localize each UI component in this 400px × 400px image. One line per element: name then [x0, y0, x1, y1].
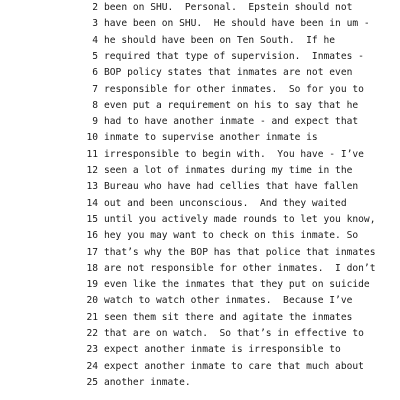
transcript-line	[0, 342, 400, 358]
line-text: he should have been on Ten South. If he	[104, 34, 336, 46]
line-number: 18	[86, 262, 98, 274]
line-text: hey you may want to check on this inmate. So	[104, 230, 359, 242]
transcript-line	[0, 277, 400, 293]
line-number: 13	[86, 181, 98, 193]
transcript-line	[0, 82, 400, 98]
transcript-line	[0, 359, 400, 375]
line-number: 14	[86, 197, 98, 209]
transcript-line	[0, 147, 400, 163]
line-number: 3	[92, 18, 98, 30]
transcript-line	[0, 49, 400, 65]
line-text: inmate to supervise another inmate is	[104, 132, 318, 144]
line-number: 11	[86, 148, 98, 160]
transcript-line	[0, 212, 400, 228]
transcript-line	[0, 179, 400, 195]
line-text: that are on watch. So that’s in effective to	[104, 328, 364, 339]
line-number: 21	[86, 311, 98, 323]
line-number: 16	[86, 230, 98, 242]
line-number: 22	[86, 328, 98, 339]
line-number: 9	[92, 116, 98, 128]
line-text: that’s why the BOP has that police that inmates	[104, 246, 376, 258]
line-text: irresponsible to begin with. You have - I’ve	[104, 148, 364, 160]
transcript-line	[0, 261, 400, 277]
line-number: 4	[92, 34, 98, 46]
transcript-line	[0, 245, 400, 261]
line-text: watch to watch other inmates. Because I’ve	[104, 295, 353, 307]
line-text: even like the inmates that they put on suicide	[104, 279, 370, 291]
transcript-line	[0, 228, 400, 244]
line-text: responsible for other inmates. So for you to	[104, 83, 364, 95]
transcript-line	[0, 33, 400, 49]
line-text: seen them sit there and agitate the inmates	[104, 311, 353, 323]
line-text: out and been unconscious. And they waited	[104, 197, 347, 209]
transcript-line	[0, 310, 400, 326]
line-text: are not responsible for other inmates. I don’t	[104, 262, 376, 274]
line-number: 2	[92, 2, 98, 13]
line-number: 6	[92, 67, 98, 79]
line-number: 17	[86, 246, 98, 258]
transcript-line	[0, 16, 400, 32]
line-number: 19	[86, 279, 98, 291]
line-text: expect another inmate is irresponsible to	[104, 344, 341, 356]
line-text: seen a lot of inmates during my time in the	[104, 165, 353, 176]
line-text: until you actively made rounds to let you know,	[104, 213, 376, 225]
line-number: 5	[92, 50, 98, 62]
line-number: 8	[92, 99, 98, 111]
line-text: have been on SHU. He should have been in um -	[104, 18, 370, 30]
line-number: 12	[86, 165, 98, 176]
line-text: expect another inmate to care that much about	[104, 360, 364, 372]
transcript-line	[0, 375, 400, 391]
transcript-line	[0, 98, 400, 114]
line-text: been on SHU. Personal. Epstein should not	[104, 2, 353, 13]
line-text: even put a requirement on his to say that he	[104, 99, 359, 111]
transcript-line	[0, 65, 400, 81]
line-text: Bureau who have had cellies that have fallen	[104, 181, 359, 193]
line-number: 15	[86, 213, 98, 225]
line-number: 25	[86, 376, 98, 388]
transcript-line	[0, 326, 400, 342]
transcript-line	[0, 0, 400, 16]
line-text: had to have another inmate - and expect that	[104, 116, 359, 128]
line-number: 10	[86, 132, 98, 144]
line-number: 23	[86, 344, 98, 356]
transcript-line	[0, 163, 400, 179]
transcript-line	[0, 130, 400, 146]
line-text: BOP policy states that inmates are not even	[104, 67, 353, 79]
transcript-line	[0, 196, 400, 212]
line-number: 24	[86, 360, 98, 372]
line-text: required that type of supervision. Inmates -	[104, 50, 364, 62]
line-number: 20	[86, 295, 98, 307]
transcript-line	[0, 114, 400, 130]
line-number: 7	[92, 83, 98, 95]
line-text: another inmate.	[104, 376, 191, 388]
transcript-line	[0, 293, 400, 309]
